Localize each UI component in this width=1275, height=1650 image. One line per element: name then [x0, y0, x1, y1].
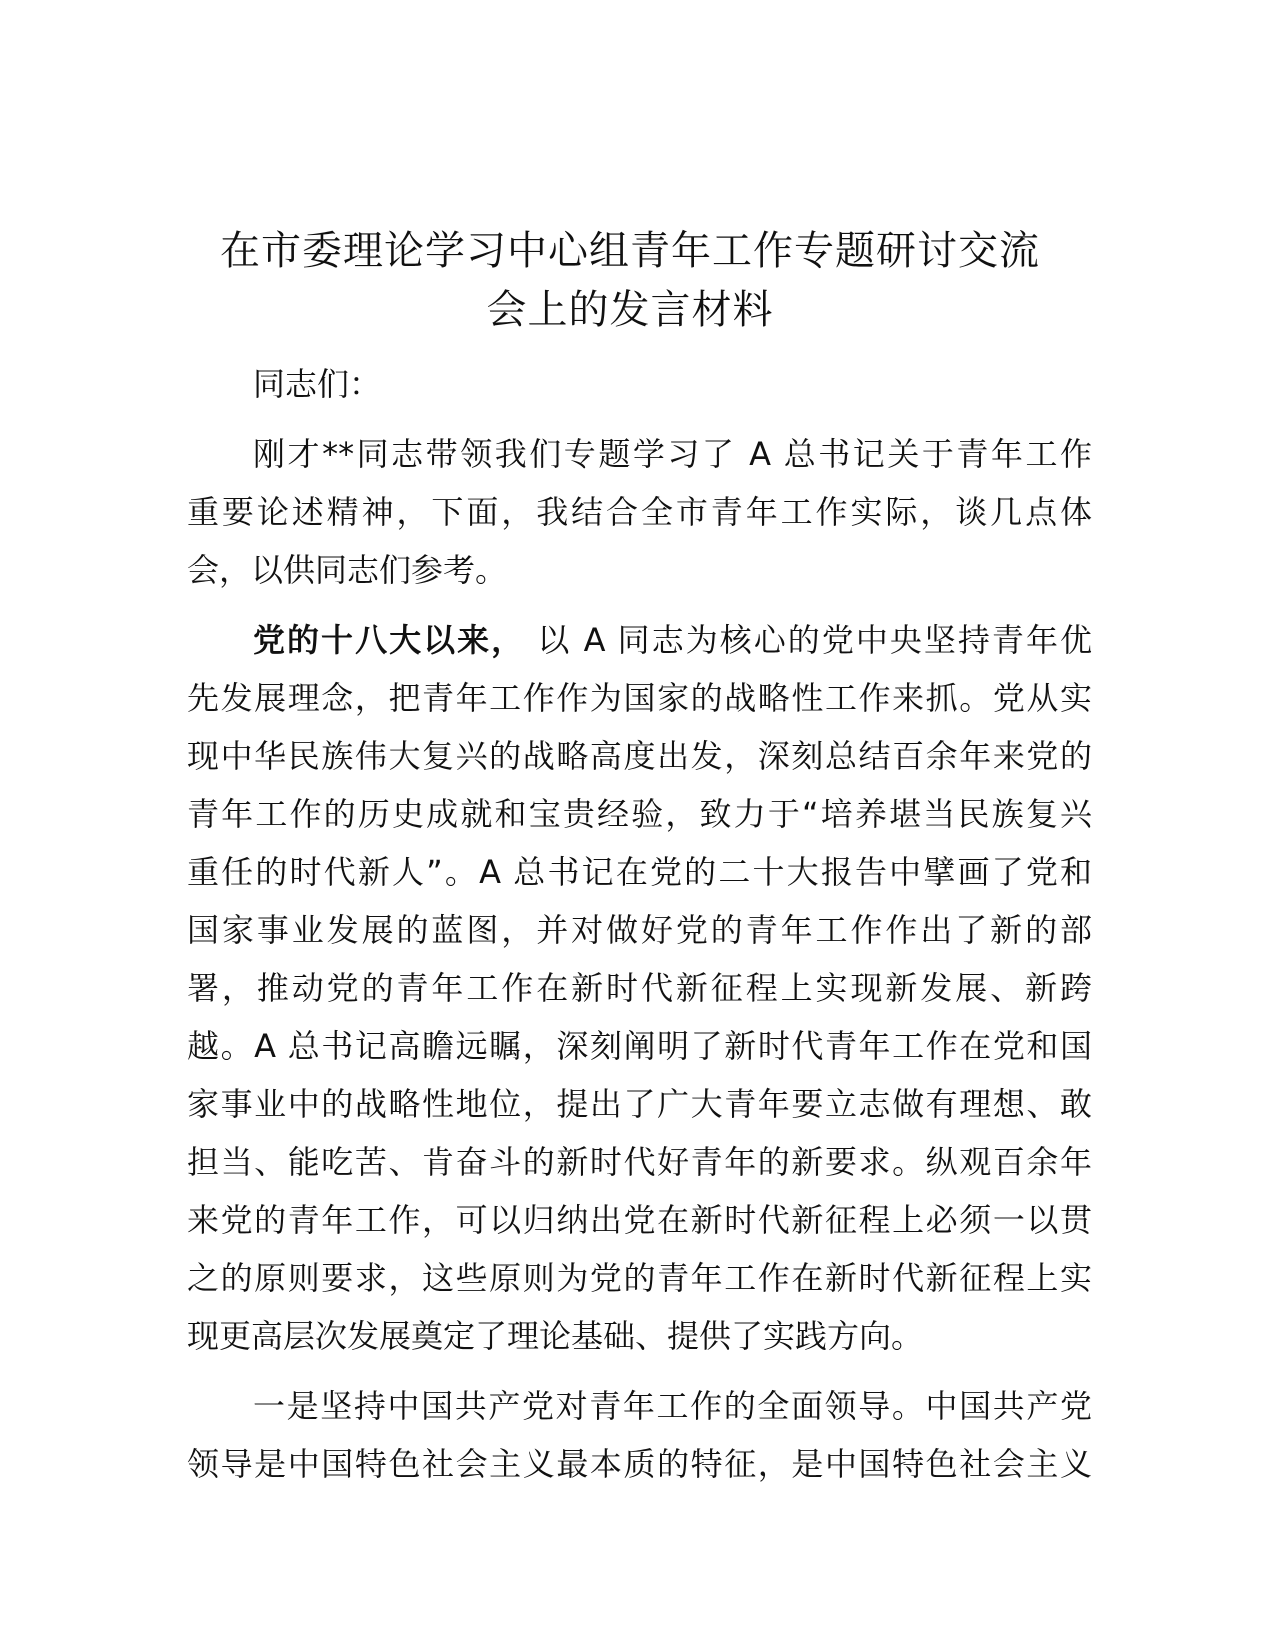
- paragraph-line: 担当、能吃苦、肯奋斗的新时代好青年的新要求。纵观百余年: [187, 1143, 1092, 1181]
- paragraph-background: [187, 611, 1092, 1365]
- paragraph-point-one: [187, 1377, 1092, 1493]
- paragraph-intro: [187, 425, 1092, 599]
- paragraph-line: 刚才**同志带领我们专题学习了 A 总书记关于青年工作: [253, 435, 1092, 473]
- paragraph-line: 重任的时代新人”。A 总书记在党的二十大报告中擘画了党和: [187, 853, 1092, 891]
- paragraph-line: 署，推动党的青年工作在新时代新征程上实现新发展、新跨: [187, 969, 1092, 1007]
- paragraph-line: 会，以供同志们参考。: [187, 551, 508, 589]
- paragraph-line: 国家事业发展的蓝图，并对做好党的青年工作作出了新的部: [187, 911, 1092, 949]
- title-line-2: 会上的发言材料: [486, 287, 774, 333]
- document-body: [187, 355, 1092, 1505]
- paragraph-line: 现中华民族伟大复兴的战略高度出发，深刻总结百余年来党的: [187, 737, 1092, 775]
- paragraph-lead-bold: 党的十八大以来，: [253, 621, 526, 659]
- paragraph-line: 现更高层次发展奠定了理论基础、提供了实践方向。: [187, 1317, 924, 1355]
- paragraph-line: 重要论述精神，下面，我结合全市青年工作实际，谈几点体: [187, 493, 1092, 531]
- paragraph-line: 青年工作的历史成就和宝贵经验，致力于“培养堪当民族复兴: [187, 795, 1092, 833]
- title-line-1: 在市委理论学习中心组青年工作专题研讨交流: [220, 228, 1040, 274]
- paragraph-line: 家事业中的战略性地位，提出了广大青年要立志做有理想、敢: [187, 1085, 1092, 1123]
- paragraph-line: 之的原则要求，这些原则为党的青年工作在新时代新征程上实: [187, 1259, 1092, 1297]
- paragraph-line-rest: 以 A 同志为核心的党中央坚持青年优: [525, 621, 1092, 659]
- paragraph-first-line: [187, 611, 1092, 669]
- paragraph-line: 越。A 总书记高瞻远瞩，深刻阐明了新时代青年工作在党和国: [187, 1027, 1092, 1065]
- document-title: [180, 222, 1080, 340]
- paragraph-line: 一是坚持中国共产党对青年工作的全面领导。中国共产党: [253, 1387, 1092, 1425]
- salutation: [187, 355, 1092, 413]
- paragraph-line: 先发展理念，把青年工作作为国家的战略性工作来抓。党从实: [187, 679, 1092, 717]
- salutation-text: 同志们：: [253, 365, 382, 403]
- paragraph-line: 领导是中国特色社会主义最本质的特征，是中国特色社会主义: [187, 1445, 1092, 1483]
- paragraph-line: 来党的青年工作，可以归纳出党在新时代新征程上必须一以贯: [187, 1201, 1092, 1239]
